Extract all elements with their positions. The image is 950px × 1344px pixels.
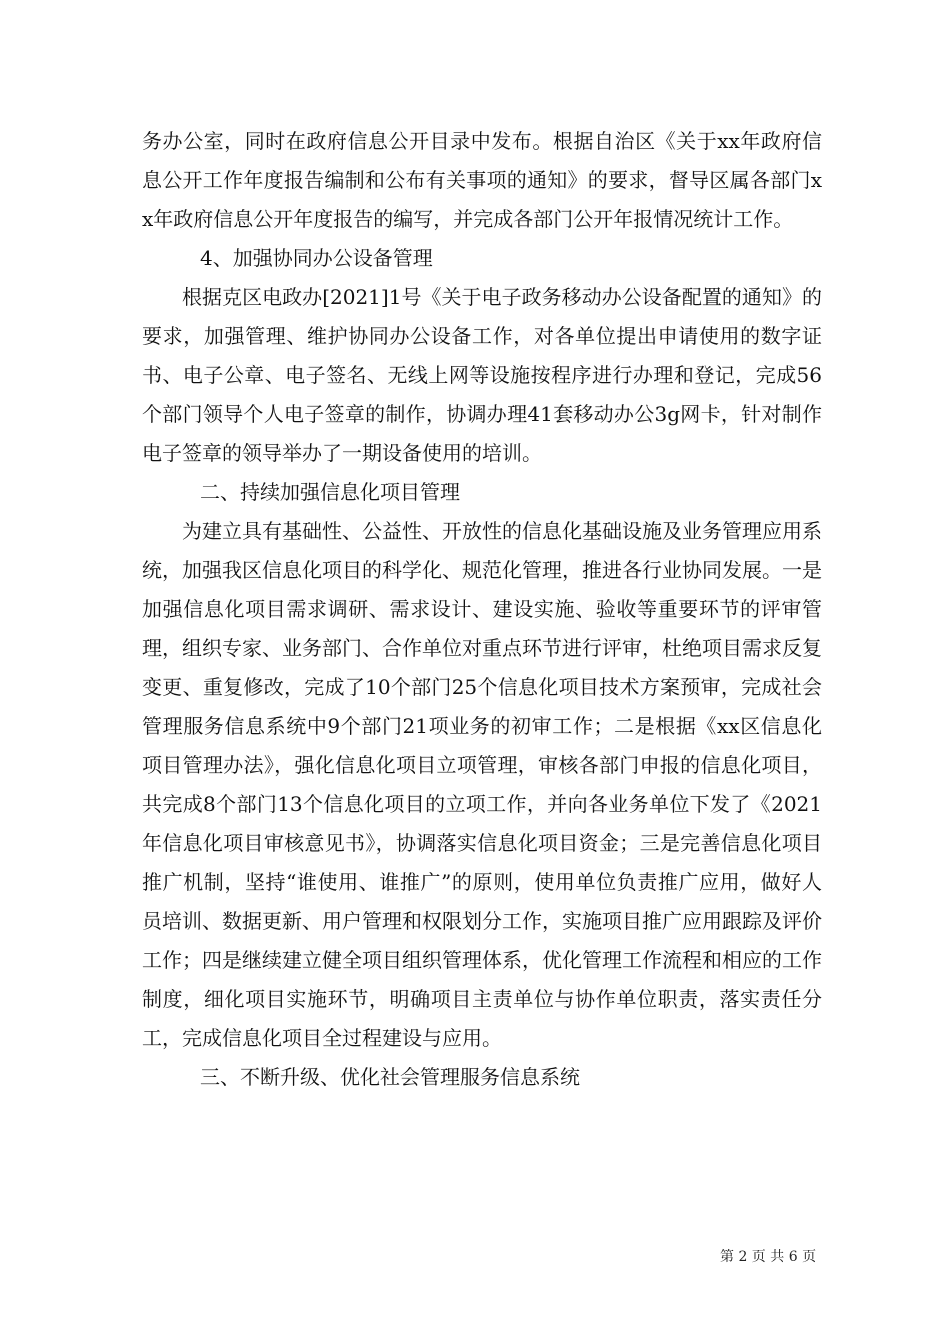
section-heading-4: 4、加强协同办公设备管理: [200, 246, 433, 270]
page-number-footer: 第 2 页 共 6 页: [720, 1249, 817, 1265]
section-heading-2: 二、持续加强信息化项目管理: [200, 480, 460, 504]
paragraph-project-management: 为建立具有基础性、公益性、开放性的信息化基础设施及业务管理应用系统，加强我区信息化项目的科学化、规范化管理，推进各行业协同发展。一是加强信息化项目需求调研、需求设计、建设实施、验收等重要环节的评审管理，组织专家、业务部门、合作单位对重点环节进行评审，杜绝项目需求反复变更、重复修改，完成了10个部门25个信息化项目技术方案预审，完成社会管理服务信息系统中9个部门21项业务的初审工作；二是根据《xx区信息化项目管理办法》，强化信息化项目立项管理，审核各部门申报的信息化项目，共完成8个部门13个信息化项目的立项工作，并向各业务单位下发了《2021年信息化项目审核意见书》，协调落实信息化项目资金；三是完善信息化项目推广机制，坚持“谁使用、谁推广”的原则，使用单位负责推广应用，做好人员培训、数据更新、用户管理和权限划分工作，实施项目推广应用跟踪及评价工作；四是继续建立健全项目组织管理体系，优化管理工作流程和相应的工作制度，细化项目实施环节，明确项目主责单位与协作单位职责，落实责任分工，完成信息化项目全过程建设与应用。: [142, 519, 822, 1050]
paragraph-continued: 务办公室，同时在政府信息公开目录中发布。根据自治区《关于xx年政府信息公开工作年度报告编制和公布有关事项的通知》的要求，督导区属各部门xx年政府信息公开年度报告的编写，并完成各部门公开年报情况统计工作。: [142, 129, 822, 231]
document-body: [142, 122, 822, 1097]
section-heading-3: 三、不断升级、优化社会管理服务信息系统: [200, 1065, 580, 1089]
paragraph-device-management: 根据克区电政办[2021]1号《关于电子政务移动办公设备配置的通知》的要求，加强管理、维护协同办公设备工作，对各单位提出申请使用的数字证书、电子公章、电子签名、无线上网等设施按程序进行办理和登记，完成56个部门领导个人电子签章的制作，协调办理41套移动办公3g网卡，针对制作电子签章的领导举办了一期设备使用的培训。: [142, 285, 822, 465]
